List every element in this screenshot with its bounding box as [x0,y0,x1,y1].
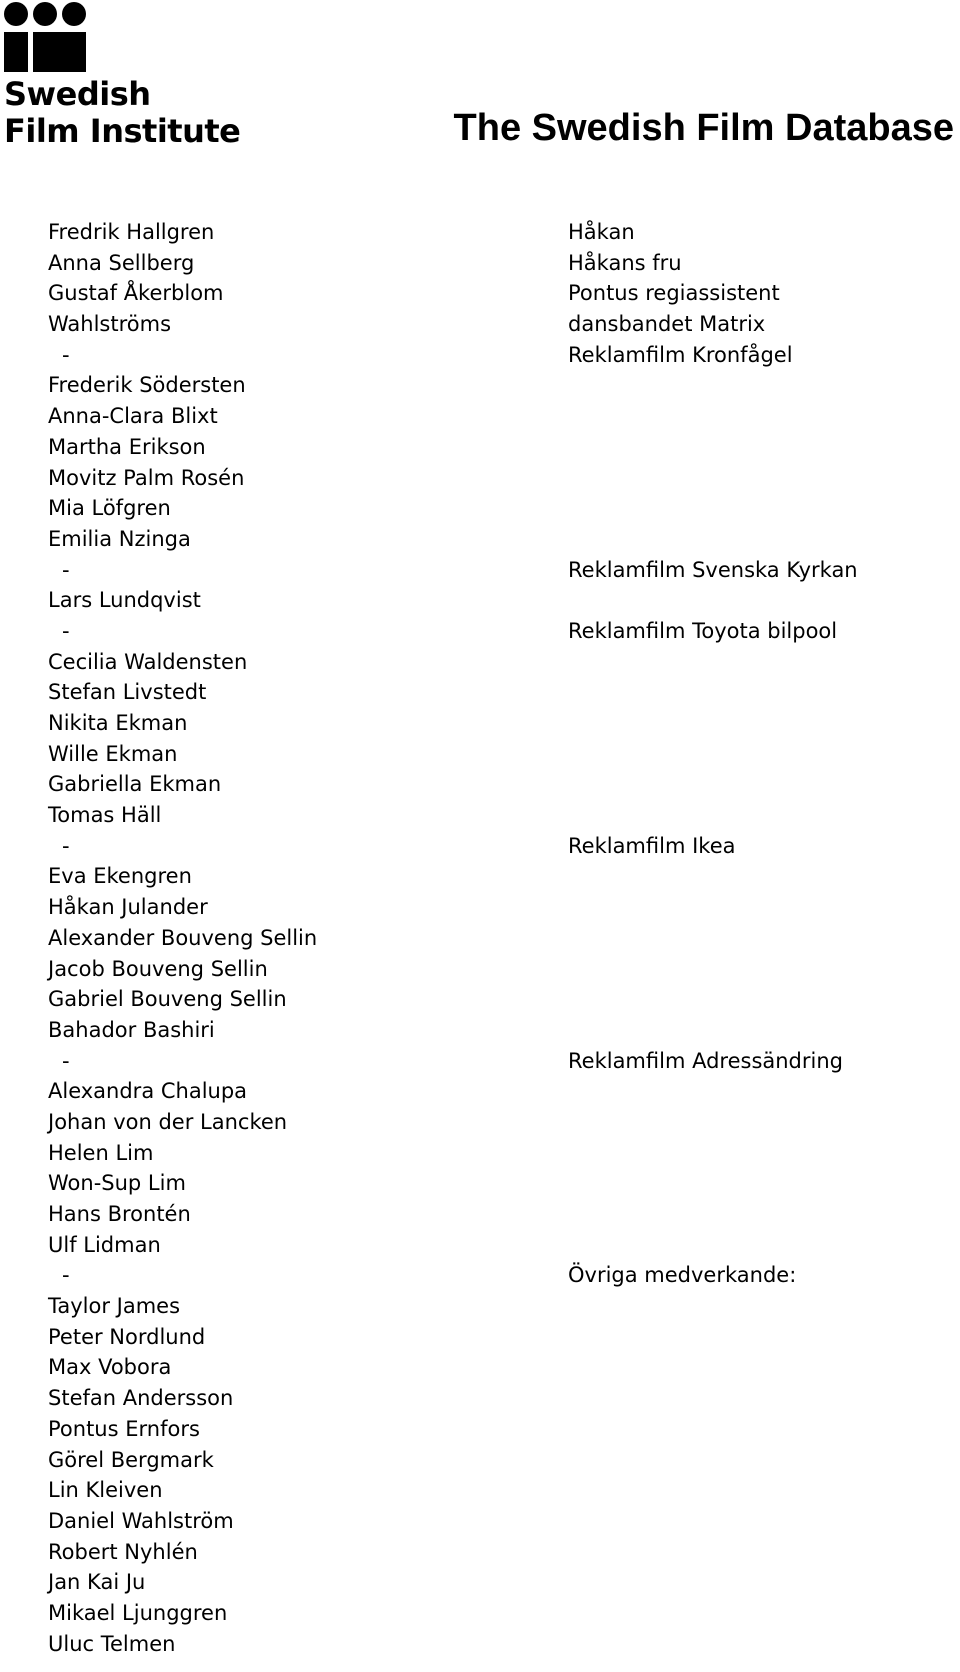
credit-row [0,1445,960,1476]
credit-row [0,861,960,892]
credit-name: Stefan Livstedt [48,680,207,705]
credit-name: Hans Brontén [48,1202,191,1226]
credit-row [0,954,960,985]
credit-name: - [62,1263,70,1288]
credit-row [0,340,960,371]
credit-name: Uluc Telmen [48,1631,176,1656]
credit-row [0,647,960,678]
credit-row [0,370,960,401]
credit-row [0,217,960,248]
credit-name: - [62,557,70,582]
credit-row [0,248,960,279]
credit-row [0,1046,960,1077]
credit-name: Gabriel Bouveng Sellin [48,987,287,1012]
logo-block [4,32,28,72]
credit-row [0,1383,960,1414]
credit-name: Stefan Andersson [48,1386,234,1411]
credit-name: Mia Löfgren [48,496,171,521]
credit-name: Robert Nyhlén [48,1539,198,1564]
credit-name: - [62,342,70,367]
credit-row [0,278,960,309]
credit-row [0,616,960,647]
credit-name: Bahador Bashiri [48,1017,215,1042]
credit-row [0,984,960,1015]
credit-role: Pontus regiassistent [568,281,780,306]
credit-name: Lin Kleiven [48,1478,163,1503]
credit-row [0,1291,960,1322]
credit-row [0,1352,960,1383]
credit-row [0,585,960,616]
credit-role: Reklamfilm Svenska Kyrkan [568,557,858,582]
credit-name: - [62,618,70,643]
credit-name: Daniel Wahlström [48,1508,234,1533]
credit-role: Reklamfilm Adressändring [568,1048,843,1073]
credit-row [0,1322,960,1353]
credit-role: Reklamfilm Ikea [568,833,736,858]
credit-name: Frederik Södersten [48,373,246,398]
credit-name: Alexandra Chalupa [48,1079,248,1104]
credit-name: Pontus Ernfors [48,1416,200,1441]
credit-row [0,1138,960,1169]
logo-line-2: Film Institute [4,112,241,150]
credit-role: Övriga medverkande: [568,1263,797,1288]
credit-name: Anna-Clara Blixt [48,404,218,429]
credit-row [0,708,960,739]
credit-name: Helen Lim [48,1140,154,1165]
credit-row [0,401,960,432]
credit-row [0,923,960,954]
credit-role: dansbandet Matrix [568,312,766,337]
credit-name: Ulf Lidman [48,1232,161,1257]
credit-row [0,555,960,586]
page-title: The Swedish Film Database [453,107,954,149]
credit-name: - [62,833,70,858]
credit-row [0,739,960,770]
credit-name: Won-Sup Lim [48,1171,186,1196]
credit-name: Nikita Ekman [48,711,188,735]
credit-row [0,1475,960,1506]
credit-role: Håkan [568,220,635,244]
credit-name: Lars Lundqvist [48,588,201,613]
credit-row [0,524,960,555]
credit-row [0,1168,960,1199]
credit-name: Gustaf Åkerblom [48,281,224,306]
credit-row [0,892,960,923]
credit-row [0,831,960,862]
credit-row [0,769,960,800]
credit-row [0,1076,960,1107]
credit-name: Cecilia Waldensten [48,649,248,674]
credit-row [0,1414,960,1445]
credit-row [0,1230,960,1261]
credit-row [0,1629,960,1660]
credits-list [0,217,960,1659]
credit-role: Reklamfilm Kronfågel [568,342,793,367]
credit-name: Tomas Häll [48,803,162,828]
credit-name: Jan Kai Ju [48,1570,146,1595]
credit-name: Eva Ekengren [48,864,192,889]
credit-name: Max Vobora [48,1355,172,1380]
logo-dot [62,2,86,26]
credit-row [0,1015,960,1046]
credit-row [0,309,960,340]
logo-blocks-mark [4,32,88,72]
logo-dot [4,2,28,26]
credit-row [0,1260,960,1291]
credit-name: Görel Bergmark [48,1447,214,1472]
credit-row [0,463,960,494]
credit-row [0,1537,960,1568]
credit-row [0,1567,960,1598]
credit-row [0,1506,960,1537]
credit-name: Wahlströms [48,312,172,337]
credit-row [0,432,960,463]
credit-name: Håkan Julander [48,895,208,920]
credit-name: Peter Nordlund [48,1324,206,1349]
credit-role: Håkans fru [568,250,682,275]
credit-name: Wille Ekman [48,741,178,766]
credit-row [0,1107,960,1138]
credit-row [0,493,960,524]
credit-name: Gabriella Ekman [48,772,222,797]
logo-wordmark [4,76,240,150]
credit-name: - [62,1048,70,1073]
credit-name: Mikael Ljunggren [48,1600,228,1625]
credit-row [0,1598,960,1629]
credit-name: Movitz Palm Rosén [48,465,245,490]
credit-name: Alexander Bouveng Sellin [48,925,318,950]
credit-row [0,1199,960,1230]
swedish-film-institute-logo [4,2,241,152]
credit-name: Johan von der Lancken [48,1109,288,1134]
credit-name: Martha Erikson [48,434,206,459]
logo-line-1: Swedish [4,75,151,113]
credit-row [0,677,960,708]
logo-block [33,32,86,72]
credit-role: Reklamfilm Toyota bilpool [568,618,838,643]
credit-name: Emilia Nzinga [48,526,191,551]
logo-dot [33,2,57,26]
logo-dots-mark [4,2,104,28]
credit-name: Fredrik Hallgren [48,220,215,244]
credit-name: Taylor James [48,1294,181,1319]
credit-row [0,800,960,831]
credit-name: Anna Sellberg [48,250,195,275]
credit-name: Jacob Bouveng Sellin [48,956,268,981]
